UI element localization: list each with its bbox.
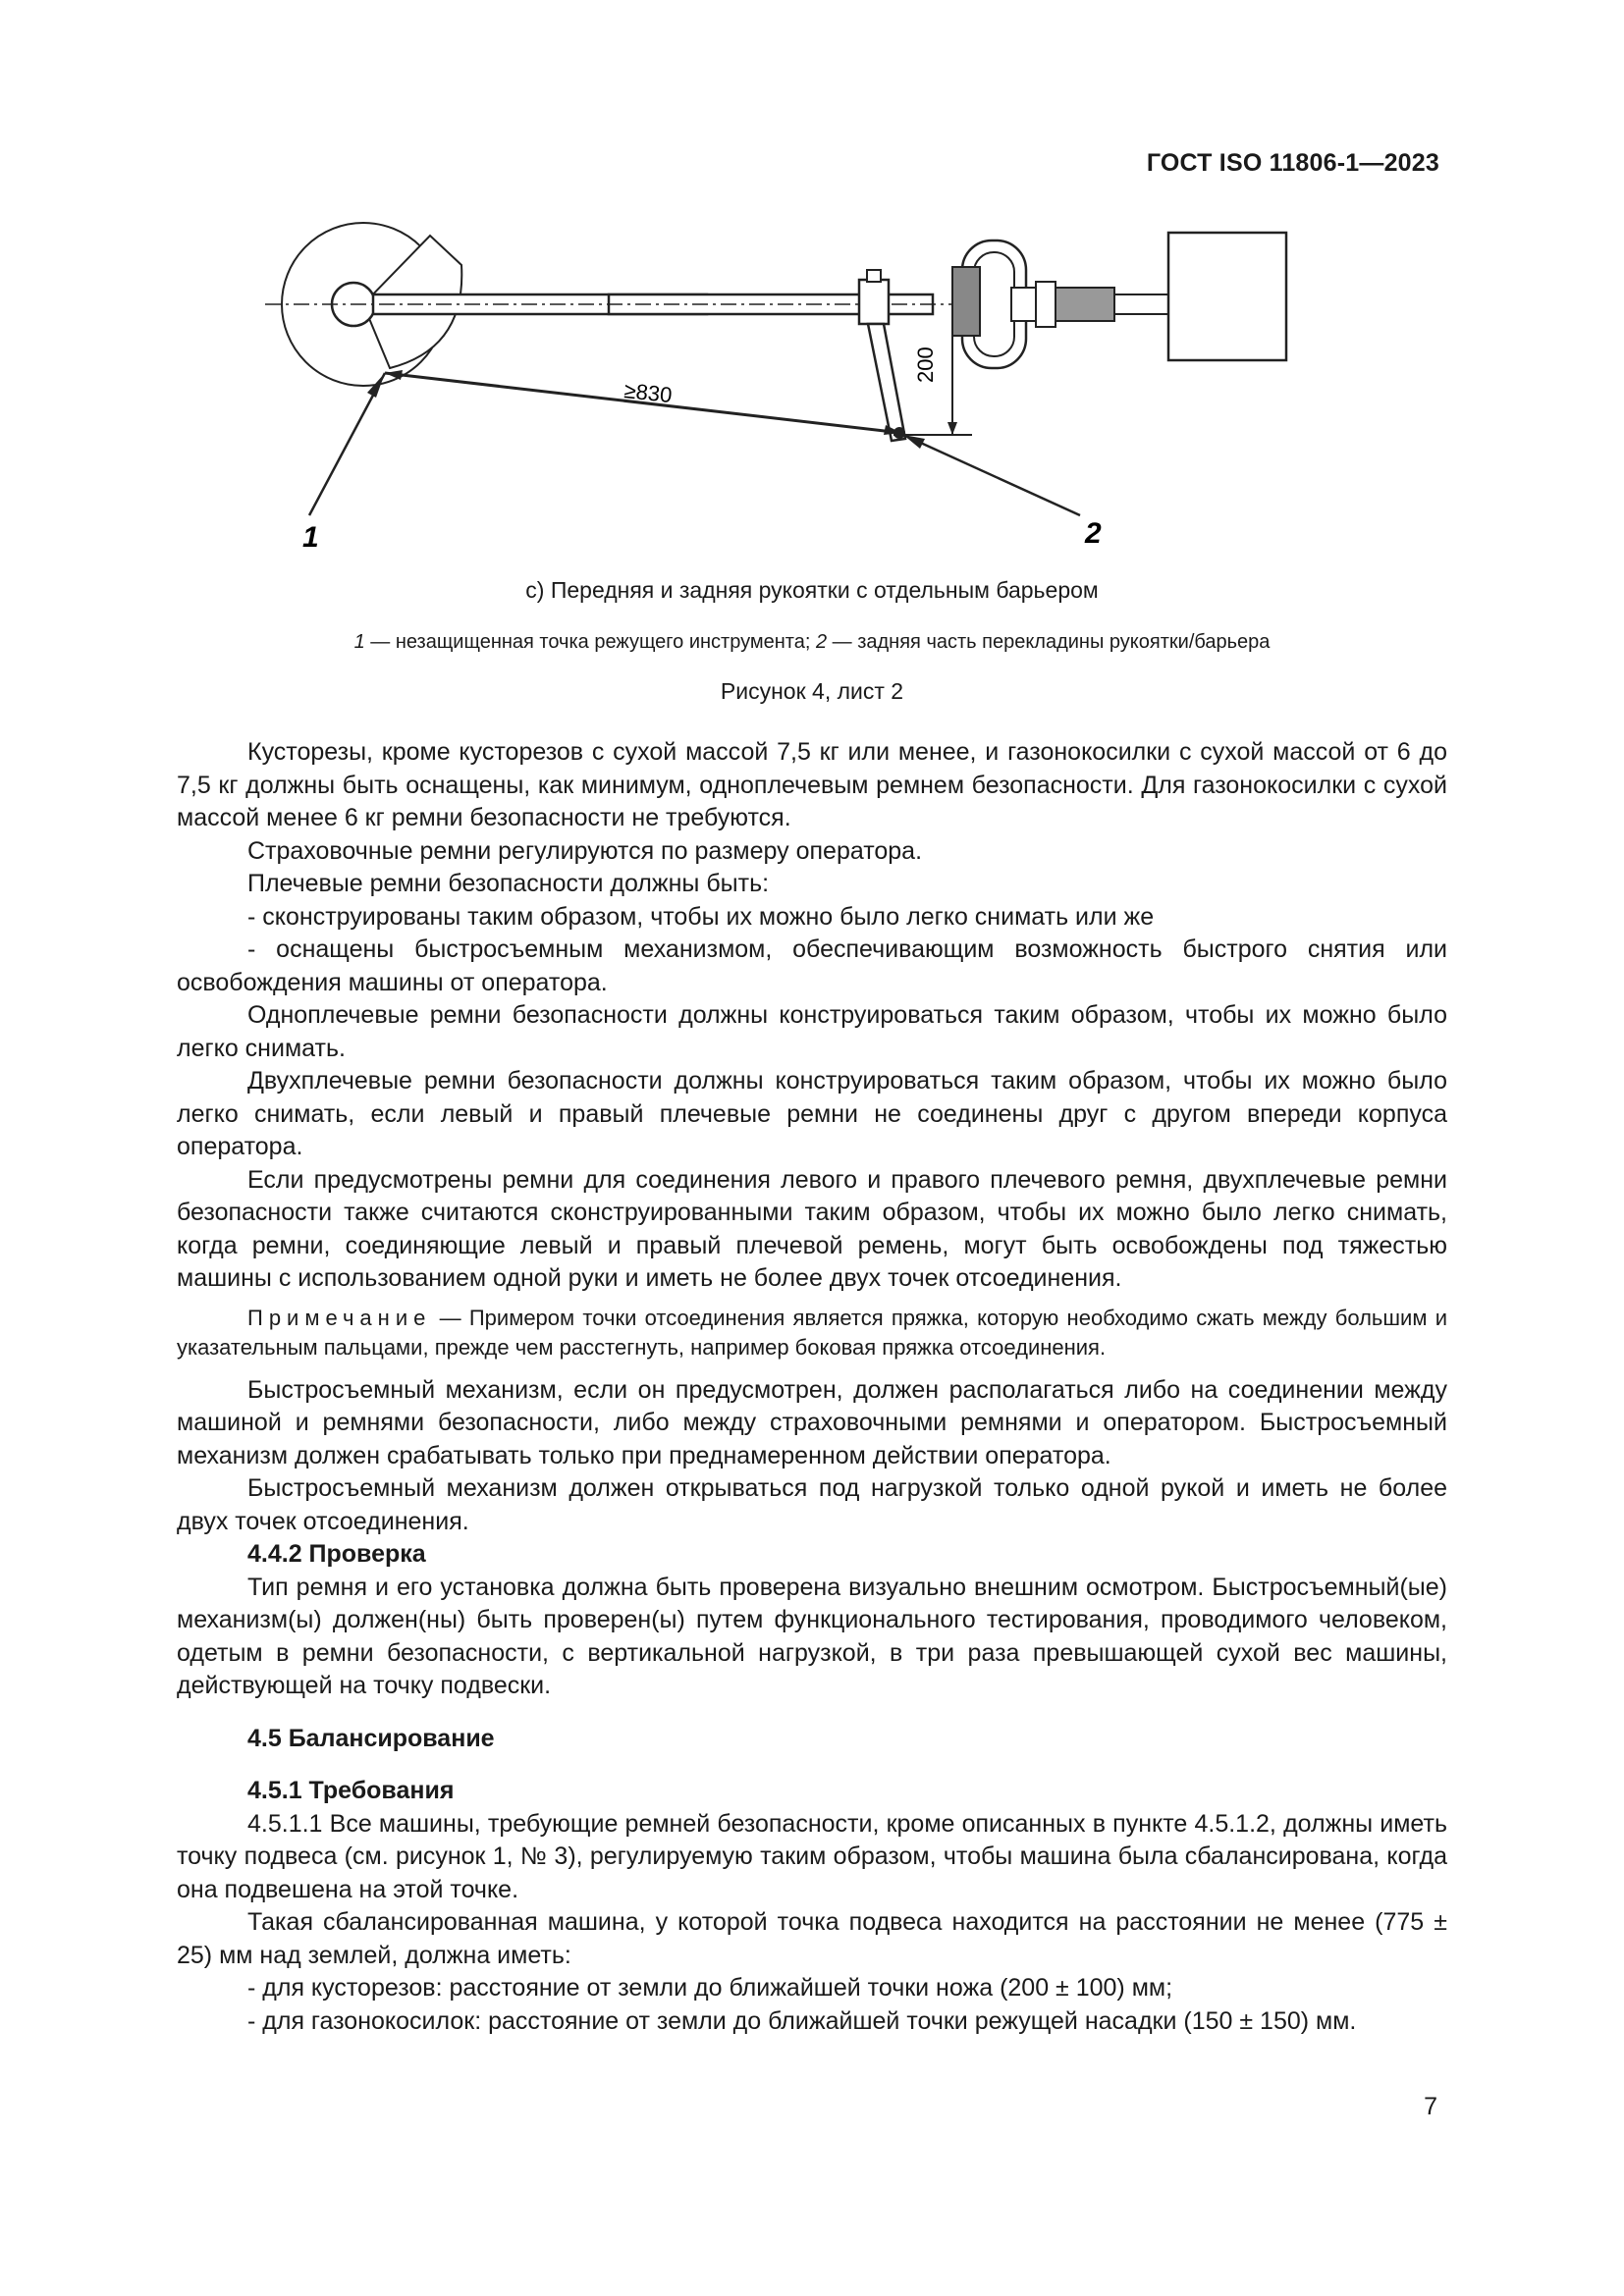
rear-shaft — [1114, 294, 1168, 314]
dimension-830-label: ≥830 — [623, 378, 674, 408]
dimension-200-label: 200 — [913, 347, 938, 383]
list-item: - сконструированы таким образом, чтобы их можно было легко снимать или же — [247, 902, 1155, 931]
legend-1-text: — незащищенная точка режущего инструмента; — [364, 631, 816, 653]
note — [177, 1304, 1447, 1362]
legend-2-text: — задняя часть перекладины рукоятки/барьера — [827, 631, 1271, 653]
handle-bar — [868, 324, 905, 441]
paragraph: Тип ремня и его установка должна быть проверена визуально внешним осмотром. Быстросъемный(ые) механизм(ы) должен(ны) быть проверен(ы) путем функционального тестирования, проводимого человеком, одетым в ремни безопасности, с вертикальной нагрузкой, в три раза превышающей сухой вес машины, действующей на точку подвески. — [177, 1573, 1447, 1699]
figure-title: Рисунок 4, лист 2 — [720, 678, 904, 704]
section-heading-4-4-2: 4.4.2 Проверка — [247, 1540, 426, 1568]
dimension-200-arrow — [947, 422, 957, 435]
section-heading-4-5-1: 4.5.1 Требования — [247, 1777, 455, 1804]
paragraph: 4.5.1.1 Все машины, требующие ремней безопасности, кроме описанных в пункте 4.5.1.2, должны иметь точку подвеса (см. рисунок 1, № 3), регулируемую таким образом, чтобы машина была сбалансирована, когда она подвешена на этой точке. — [177, 1809, 1447, 1903]
figure-subcaption: с) Передняя и задняя рукоятки с отдельным барьером — [525, 577, 1099, 603]
handle-clamp-top — [867, 270, 881, 282]
page-number: 7 — [1424, 2093, 1437, 2120]
leader-2-arrow — [903, 435, 925, 449]
note-text: — Примером точки отсоединения является пряжка, которую необходимо сжать между большим и указательным пальцами, прежде чем расстегнуть, например боковая пряжка отсоединения. — [177, 1305, 1447, 1360]
barrier-block — [952, 267, 980, 336]
paragraph: Плечевые ремни безопасности должны быть: — [247, 870, 770, 897]
coupling-b — [1036, 282, 1056, 327]
list-item: - для кусторезов: расстояние от земли до ближайшей точки ножа (200 ± 100) мм; — [247, 1974, 1173, 2002]
paragraph: Если предусмотрены ремни для соединения левого и правого плечевого ремня, двухплечевые ремни безопасности также считаются сконструированными таким образом, чтобы их можно было легко снимать, когда ремни, соединяющие левый и правый плечевой ремень, могут быть освобождены под тяжестью машины с использованием одной руки и иметь не более двух точек отсоединения. — [177, 1165, 1447, 1292]
label-2: 2 — [1085, 517, 1102, 550]
dimension-830-arrow-left — [385, 370, 403, 380]
figure-4-sheet-2 — [265, 221, 1345, 560]
paragraph: Одноплечевые ремни безопасности должны конструироваться таким образом, чтобы их можно было легко снимать. — [177, 1001, 1447, 1062]
legend-2-number: 2 — [815, 631, 828, 653]
note-label: Примечание — [247, 1305, 432, 1330]
paragraph: Страховочные ремни регулируются по размеру оператора. — [247, 836, 923, 865]
list-item: - для газонокосилок: расстояние от земли до ближайшей точки режущей насадки (150 ± 150) мм. — [247, 2006, 1357, 2035]
body-text — [177, 736, 1447, 2038]
document-header: ГОСТ ISO 11806-1—2023 — [1146, 149, 1439, 177]
section-heading-4-5: 4.5 Балансирование — [247, 1724, 495, 1752]
paragraph: Кусторезы, кроме кусторезов с сухой массой 7,5 кг или менее, и газонокосилки с сухой массой от 6 до 7,5 кг должны быть оснащены, как минимум, одноплечевым ремнем безопасности. Для газонокосилки с сухой массой менее 6 кг ремни безопасности не требуются. — [177, 738, 1447, 831]
legend-1-number: 1 — [353, 631, 365, 653]
handle-clamp — [859, 280, 889, 324]
rear-grip — [1056, 288, 1114, 321]
paragraph: Двухплечевые ремни безопасности должны конструироваться таким образом, чтобы их можно было легко снимать, если левый и правый плечевые ремни не соединены друг с другом впереди корпуса оператора. — [177, 1067, 1447, 1160]
figure-legend — [0, 631, 1624, 654]
coupling-a — [1011, 288, 1036, 321]
leader-2 — [903, 435, 1080, 515]
list-item: - оснащены быстросъемным механизмом, обеспечивающим возможность быстрого снятия или освобождения машины от оператора. — [177, 935, 1447, 996]
paragraph: Быстросъемный механизм должен открываться под нагрузкой только одной рукой и иметь не более двух точек отсоединения. — [177, 1474, 1447, 1535]
label-1: 1 — [302, 521, 319, 554]
paragraph: Быстросъемный механизм, если он предусмотрен, должен располагаться либо на соединении между машиной и ремнями безопасности, либо между страховочными ремнями и оператором. Быстросъемный механизм должен срабатывать только при преднамеренном действии оператора. — [177, 1375, 1447, 1469]
point-2-marker — [893, 427, 905, 439]
paragraph: Такая сбалансированная машина, у которой точка подвеса находится на расстоянии не менее (775 ± 25) мм над землей, должна иметь: — [177, 1908, 1447, 1969]
brushcutter-diagram — [265, 221, 1345, 560]
engine-block — [1168, 233, 1286, 360]
